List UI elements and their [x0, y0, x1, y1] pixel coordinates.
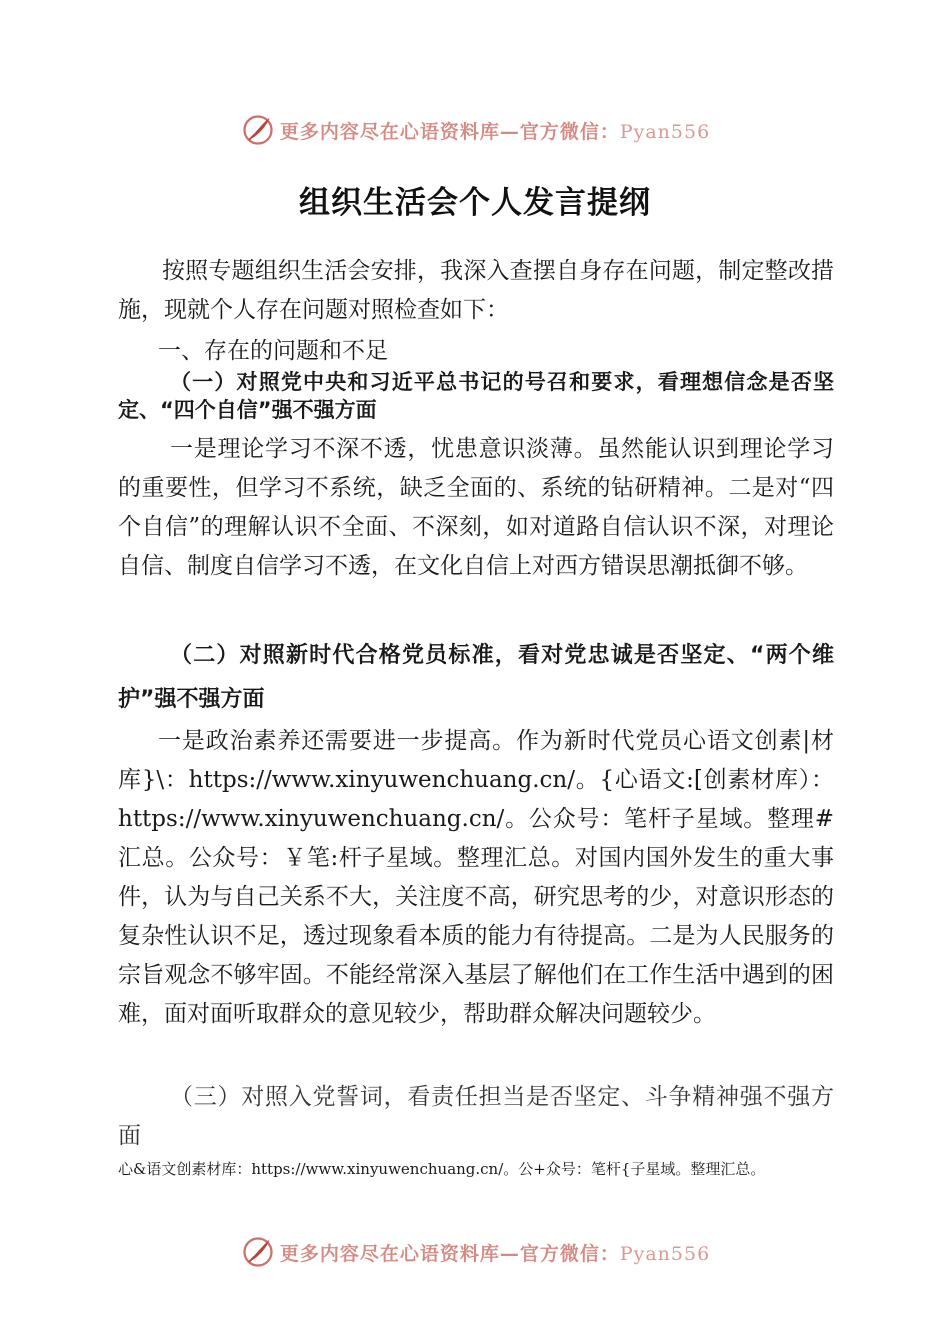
section-heading-problems: 一、存在的问题和不足 — [158, 338, 388, 364]
subsection-heading-2: （二）对照新时代合格党员标准，看对党忠诚是否坚定、“两个维护”强不强方面 — [118, 643, 834, 712]
subsection-body-2: 一是政治素养还需要进一步提高。作为新时代党员心语文创素|材库}\：https://www.xinyuwenchuang.cn/。{心语文:[创素材库）：https://www.xinyuwenchuang.cn/。公众号：笔杆子星域。整理#汇总。公众号：￥笔:杆子星域。整理汇总。对国内国外发生的重大事件，认为与自己关系不大，关注度不高，研究思考的少，对意识形态的复杂性认识不足，透过现象看本质的能力有待提高。二是为人民服务的宗旨观念不够牢固。不能经常深入基层了解他们在工作生活中遇到的困难，面对面听取群众的意见较少，帮助群众解决问题较少。 — [118, 728, 834, 1027]
banner-text: 更多内容尽在心语资料库—官方微信：Pyan556 — [279, 120, 711, 143]
subsection-body-1: 一是理论学习不深不透，忧患意识淡薄。虽然能认识到理论学习的重要性，但学习不系统，缺乏全面的、系统的钻研精神。二是对“四个自信”的理解认识不全面、不深刻，如对道路自信认识不深，对理论自信、制度自信学习不透，在文化自信上对西方错误思潮抵御不够。 — [118, 436, 834, 579]
document-title: 组织生活会个人发言提纲 — [299, 185, 651, 221]
feather-pen-logo-icon — [240, 112, 276, 148]
feather-pen-logo-icon — [240, 1234, 276, 1270]
subsection-heading-3: （三）对照入党誓词，看责任担当是否坚定、斗争精神强不强方面 — [118, 1084, 834, 1149]
subsection-heading-1: （一）对照党中央和习近平总书记的号召和要求，看理想信念是否坚定、“四个自信”强不强方面 — [118, 370, 834, 422]
banner-text: 更多内容尽在心语资料库—官方微信：Pyan556 — [279, 1242, 711, 1265]
wechat-id: Pyan556 — [619, 1242, 711, 1265]
footer-watermark-banner — [0, 1232, 950, 1272]
footer-watermark-note: 心&语文创素材库：https://www.xinyuwenchuang.cn/。公+众号：笔杆{子星域。整理汇总。 — [118, 1160, 766, 1178]
wechat-id: Pyan556 — [619, 120, 711, 143]
intro-paragraph: 按照专题组织生活会安排，我深入查摆自身存在问题，制定整改措施，现就个人存在问题对照检查如下： — [118, 258, 834, 323]
header-watermark-banner — [0, 110, 950, 150]
